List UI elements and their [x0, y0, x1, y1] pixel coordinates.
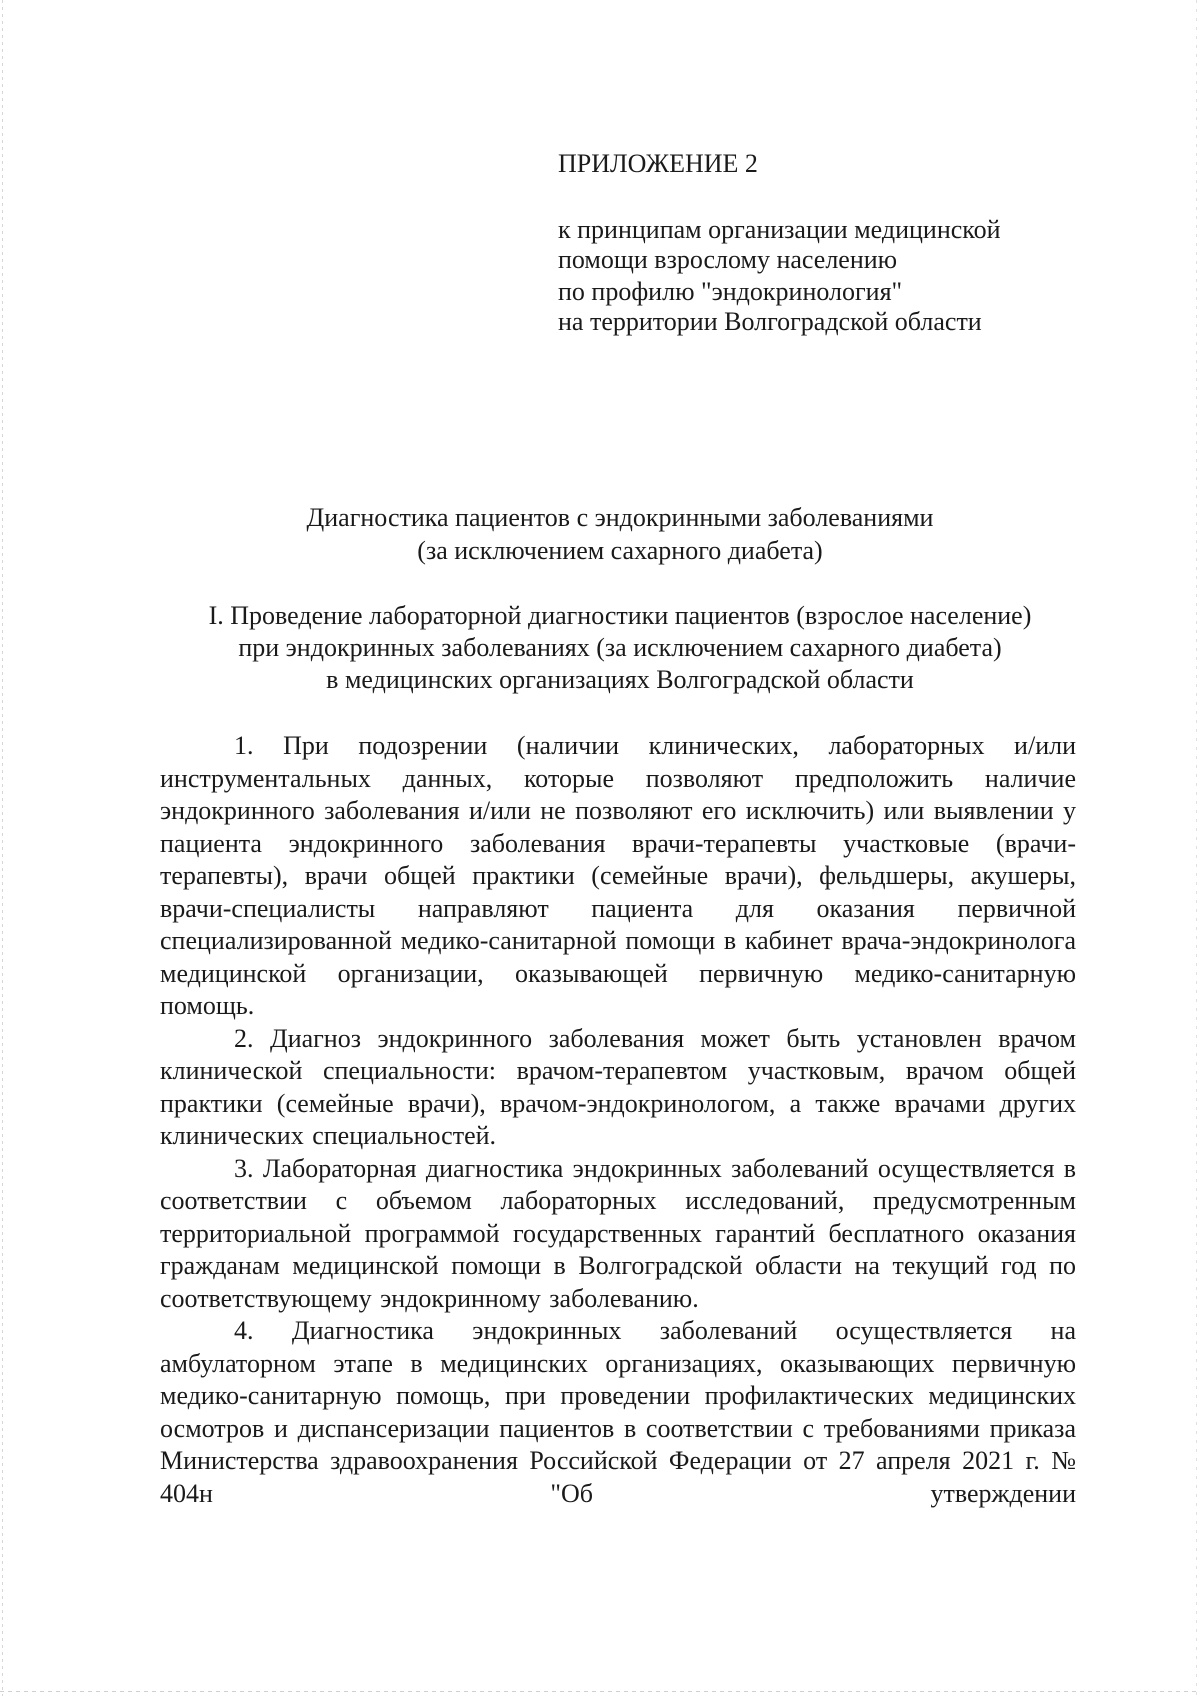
section-heading-line: I. Проведение лабораторной диагностики пациентов (взрослое население) [208, 601, 1032, 630]
appendix-line: к принципам организации медицинской [558, 215, 1001, 244]
body-text [160, 730, 1076, 1510]
section-heading-line: при эндокринных заболеваниях (за исключением сахарного диабета) [238, 633, 1002, 662]
paragraph-4: 4. Диагностика эндокринных заболеваний осуществляется на амбулаторном этапе в медицинских организациях, оказывающих первичную медико-санитарную помощь, при проведении профилактических медицинских осмотров и диспансеризации пациентов в соответствии с требованиями приказа Министерства здравоохранения Российской Федерации от 27 апреля 2021 г. № 404н "Об утверждении [160, 1316, 1076, 1508]
appendix-line: на территории Волгоградской области [558, 307, 982, 336]
scan-edge-bottom [0, 1691, 1200, 1692]
paragraph-2: 2. Диагноз эндокринного заболевания может быть установлен врачом клинической специальности: врачом-терапевтом участковым, врачом общей практики (семейные врачи), врачом-эндокринологом, а также врачами других клинических специальностей. [160, 1023, 1076, 1150]
document-heading-line: Диагностика пациентов с эндокринными заболеваниями [306, 503, 934, 532]
scan-edge-right [1196, 0, 1197, 1696]
paragraph-1: 1. При подозрении (наличии клинических, лабораторных и/или инструментальных данных, которые позволяют предположить наличие эндокринного заболевания и/или не позволяют его исключить) или выявлении у пациента эндокринного заболевания врачи-терапевты участковые (врачи-терапевты), врачи общей практики (семейные врачи), фельдшеры, акушеры, врачи-специалисты направляют пациента для оказания первичной специализированной медико-санитарной помощи в кабинет врача-эндокринолога медицинской организации, оказывающей первичную медико-санитарную помощь. [160, 731, 1076, 1020]
scan-edge-left [2, 0, 3, 1696]
appendix-line: по профилю "эндокринология" [558, 277, 903, 306]
document-heading-line: (за исключением сахарного диабета) [417, 536, 823, 565]
section-heading-line: в медицинских организациях Волгоградской области [326, 665, 914, 694]
paragraph-3: 3. Лабораторная диагностика эндокринных заболеваний осуществляется в соответствии с объемом лабораторных исследований, предусмотренным территориальной программой государственных гарантий бесплатного оказания гражданам медицинской помощи в Волгоградской области на текущий год по соответствующему эндокринному заболеванию. [160, 1153, 1076, 1313]
appendix-title: ПРИЛОЖЕНИЕ 2 [558, 149, 758, 178]
appendix-line: помощи взрослому населению [558, 245, 898, 274]
